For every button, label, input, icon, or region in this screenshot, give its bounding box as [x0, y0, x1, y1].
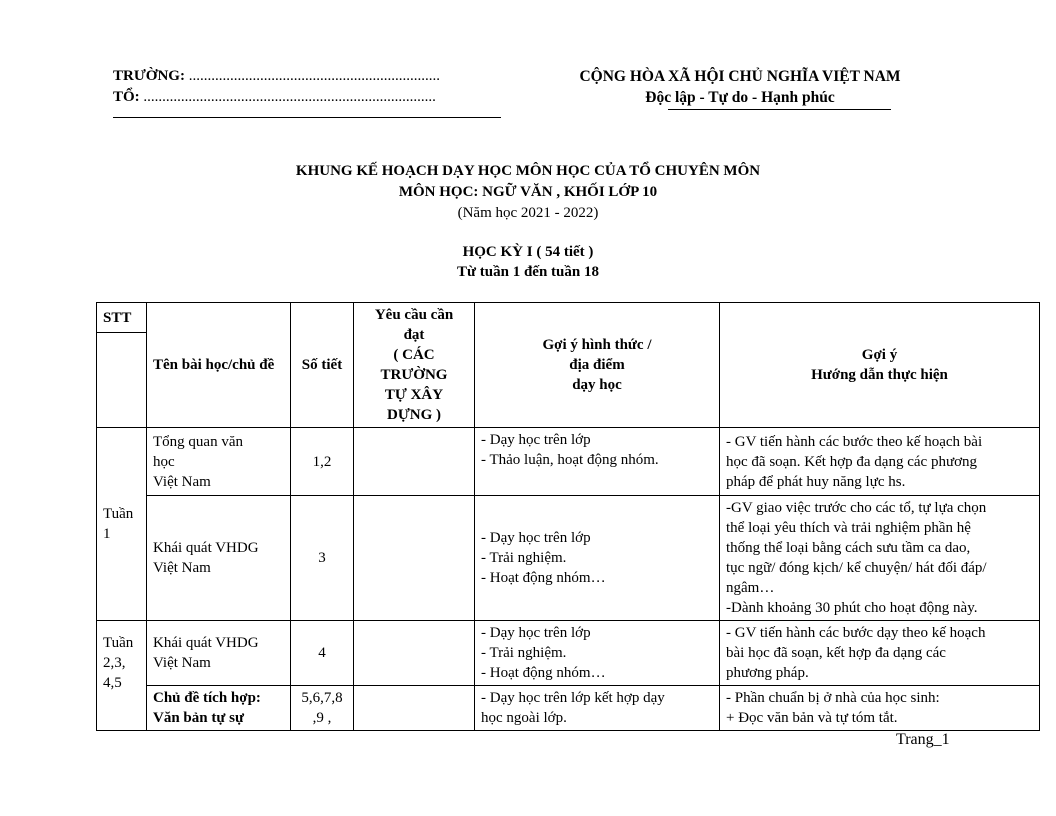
lesson-line: Việt Nam — [153, 473, 211, 490]
header-requirements-line: đạt — [403, 327, 425, 343]
periods-cell: 1,2 — [291, 428, 354, 496]
guide-line: -GV giao việc trước cho các tổ, tự lựa chọn — [726, 500, 987, 516]
semester-title: HỌC KỲ I ( 54 tiết ) — [462, 244, 594, 260]
lesson-cell — [147, 686, 291, 731]
guide-cell — [720, 686, 1040, 731]
lesson-line: Việt Nam — [153, 560, 211, 576]
form-cell — [475, 686, 720, 731]
table-row — [97, 496, 1040, 621]
week-range: Từ tuần 1 đến tuần 18 — [457, 264, 599, 280]
guide-line: học đã soạn. Kết hợp đa dạng các phương — [726, 453, 978, 470]
guide-line: thống thể loại bằng cách sưu tầm ca dao, — [726, 540, 971, 556]
guide-line: phương pháp. — [726, 665, 809, 681]
header-right — [540, 66, 940, 108]
form-line: - Dạy học trên lớp — [481, 530, 591, 546]
header-form-line: Gợi ý hình thức / — [542, 337, 652, 353]
guide-line: - GV tiến hành các bước dạy theo kế hoạch — [726, 625, 986, 641]
page-number: Trang_1 — [896, 731, 950, 748]
guide-line: ngâm… — [726, 580, 775, 596]
form-line: - Dạy học trên lớp — [481, 625, 591, 641]
header-requirements-line: ( CÁC — [393, 347, 435, 363]
guide-line: bài học đã soạn, kết hợp đa dạng các — [726, 645, 946, 661]
group-value: .............................................................................. — [143, 89, 436, 105]
school-year: (Năm học 2021 - 2022) — [457, 205, 599, 221]
header-stt-empty — [97, 333, 147, 428]
school-value: ................................................................... — [188, 68, 440, 84]
header-left — [113, 66, 440, 108]
group-label: TỔ: — [113, 89, 140, 105]
header-requirements-line: TỰ XÂY — [384, 387, 444, 403]
requirements-cell — [354, 686, 475, 731]
guide-line: - Phần chuẩn bị ở nhà của học sinh: — [726, 690, 940, 706]
lesson-cell — [147, 496, 291, 621]
guide-cell — [720, 496, 1040, 621]
header-form — [475, 303, 720, 428]
guide-cell — [720, 621, 1040, 686]
requirements-cell — [354, 428, 475, 496]
periods-cell: 5,6,7,8 ,9 , — [291, 686, 354, 731]
header-form-line: địa điểm — [569, 357, 625, 373]
header-form-line: dạy học — [572, 377, 622, 393]
table-row — [97, 621, 1040, 686]
doc-title: KHUNG KẾ HOẠCH DẠY HỌC MÔN HỌC CỦA TỔ CHUYÊN MÔN — [295, 163, 761, 179]
week-cell: Tuần 1 — [97, 428, 147, 621]
country-name: CỘNG HÒA XÃ HỘI CHỦ NGHĨA VIỆT NAM — [579, 68, 901, 85]
form-line: - Trải nghiệm. — [481, 645, 567, 661]
guide-line: - GV tiến hành các bước theo kế hoạch bài — [726, 433, 983, 450]
header-guide — [720, 303, 1040, 428]
header-requirements-line: DỰNG ) — [386, 407, 442, 423]
form-line: - Thảo luận, hoạt động nhóm. — [481, 452, 659, 468]
header-requirements — [354, 303, 475, 428]
lesson-line: học — [153, 453, 175, 470]
doc-subject: MÔN HỌC: NGỮ VĂN , KHỐI LỚP 10 — [398, 184, 658, 200]
form-line: học ngoài lớp. — [481, 710, 567, 726]
form-line: - Dạy học trên lớp kết hợp dạy — [481, 690, 665, 706]
motto-underline — [668, 109, 891, 110]
header-requirements-line: TRƯỜNG — [380, 367, 448, 383]
form-line: - Hoạt động nhóm… — [481, 665, 606, 681]
header-lesson: Tên bài học/chủ đề — [147, 303, 291, 428]
requirements-cell — [354, 496, 475, 621]
guide-line: -Dành khoảng 30 phút cho hoạt động này. — [726, 600, 978, 616]
country-motto: Độc lập - Tự do - Hạnh phúc — [645, 89, 835, 106]
form-line: - Dạy học trên lớp — [481, 432, 591, 448]
lesson-line: Tổng quan văn — [153, 433, 243, 450]
header-periods: Số tiết — [291, 303, 354, 428]
form-line: - Hoạt động nhóm… — [481, 570, 606, 586]
header-guide-line: Hướng dẫn thực hiện — [811, 367, 948, 383]
lesson-line: Chủ đề tích hợp: — [153, 690, 261, 706]
guide-line: thể loại yêu thích và trải nghiệm phần hệ — [726, 520, 971, 536]
week-cell: Tuần 2,3, 4,5 — [97, 621, 147, 731]
lesson-line: Khái quát VHDG — [153, 540, 259, 556]
header-guide-line: Gợi ý — [861, 347, 898, 363]
guide-line: tục ngữ/ đóng kịch/ kể chuyện/ hát đối đáp/ — [726, 560, 987, 576]
guide-cell — [720, 428, 1040, 496]
form-cell — [475, 621, 720, 686]
form-cell — [475, 496, 720, 621]
lesson-line: Văn bản tự sự — [153, 710, 244, 726]
guide-line: + Đọc văn bản và tự tóm tắt. — [726, 710, 898, 726]
school-line — [113, 66, 440, 87]
table-row — [97, 686, 1040, 731]
form-line: - Trải nghiệm. — [481, 550, 567, 566]
lesson-line: Việt Nam — [153, 655, 211, 671]
lesson-cell — [147, 621, 291, 686]
periods-cell: 4 — [291, 621, 354, 686]
form-cell — [475, 428, 720, 496]
group-line — [113, 87, 440, 108]
school-label: TRƯỜNG: — [113, 68, 185, 84]
guide-line: pháp để phát huy năng lực hs. — [726, 473, 906, 490]
header-requirements-line: Yêu cầu cần — [374, 307, 454, 323]
table-row — [97, 428, 1040, 496]
requirements-cell — [354, 621, 475, 686]
periods-cell: 3 — [291, 496, 354, 621]
header-left-underline — [113, 117, 501, 118]
header-stt: STT — [97, 303, 147, 333]
plan-table — [96, 302, 1040, 731]
lesson-line: Khái quát VHDG — [153, 635, 259, 651]
lesson-cell — [147, 428, 291, 496]
